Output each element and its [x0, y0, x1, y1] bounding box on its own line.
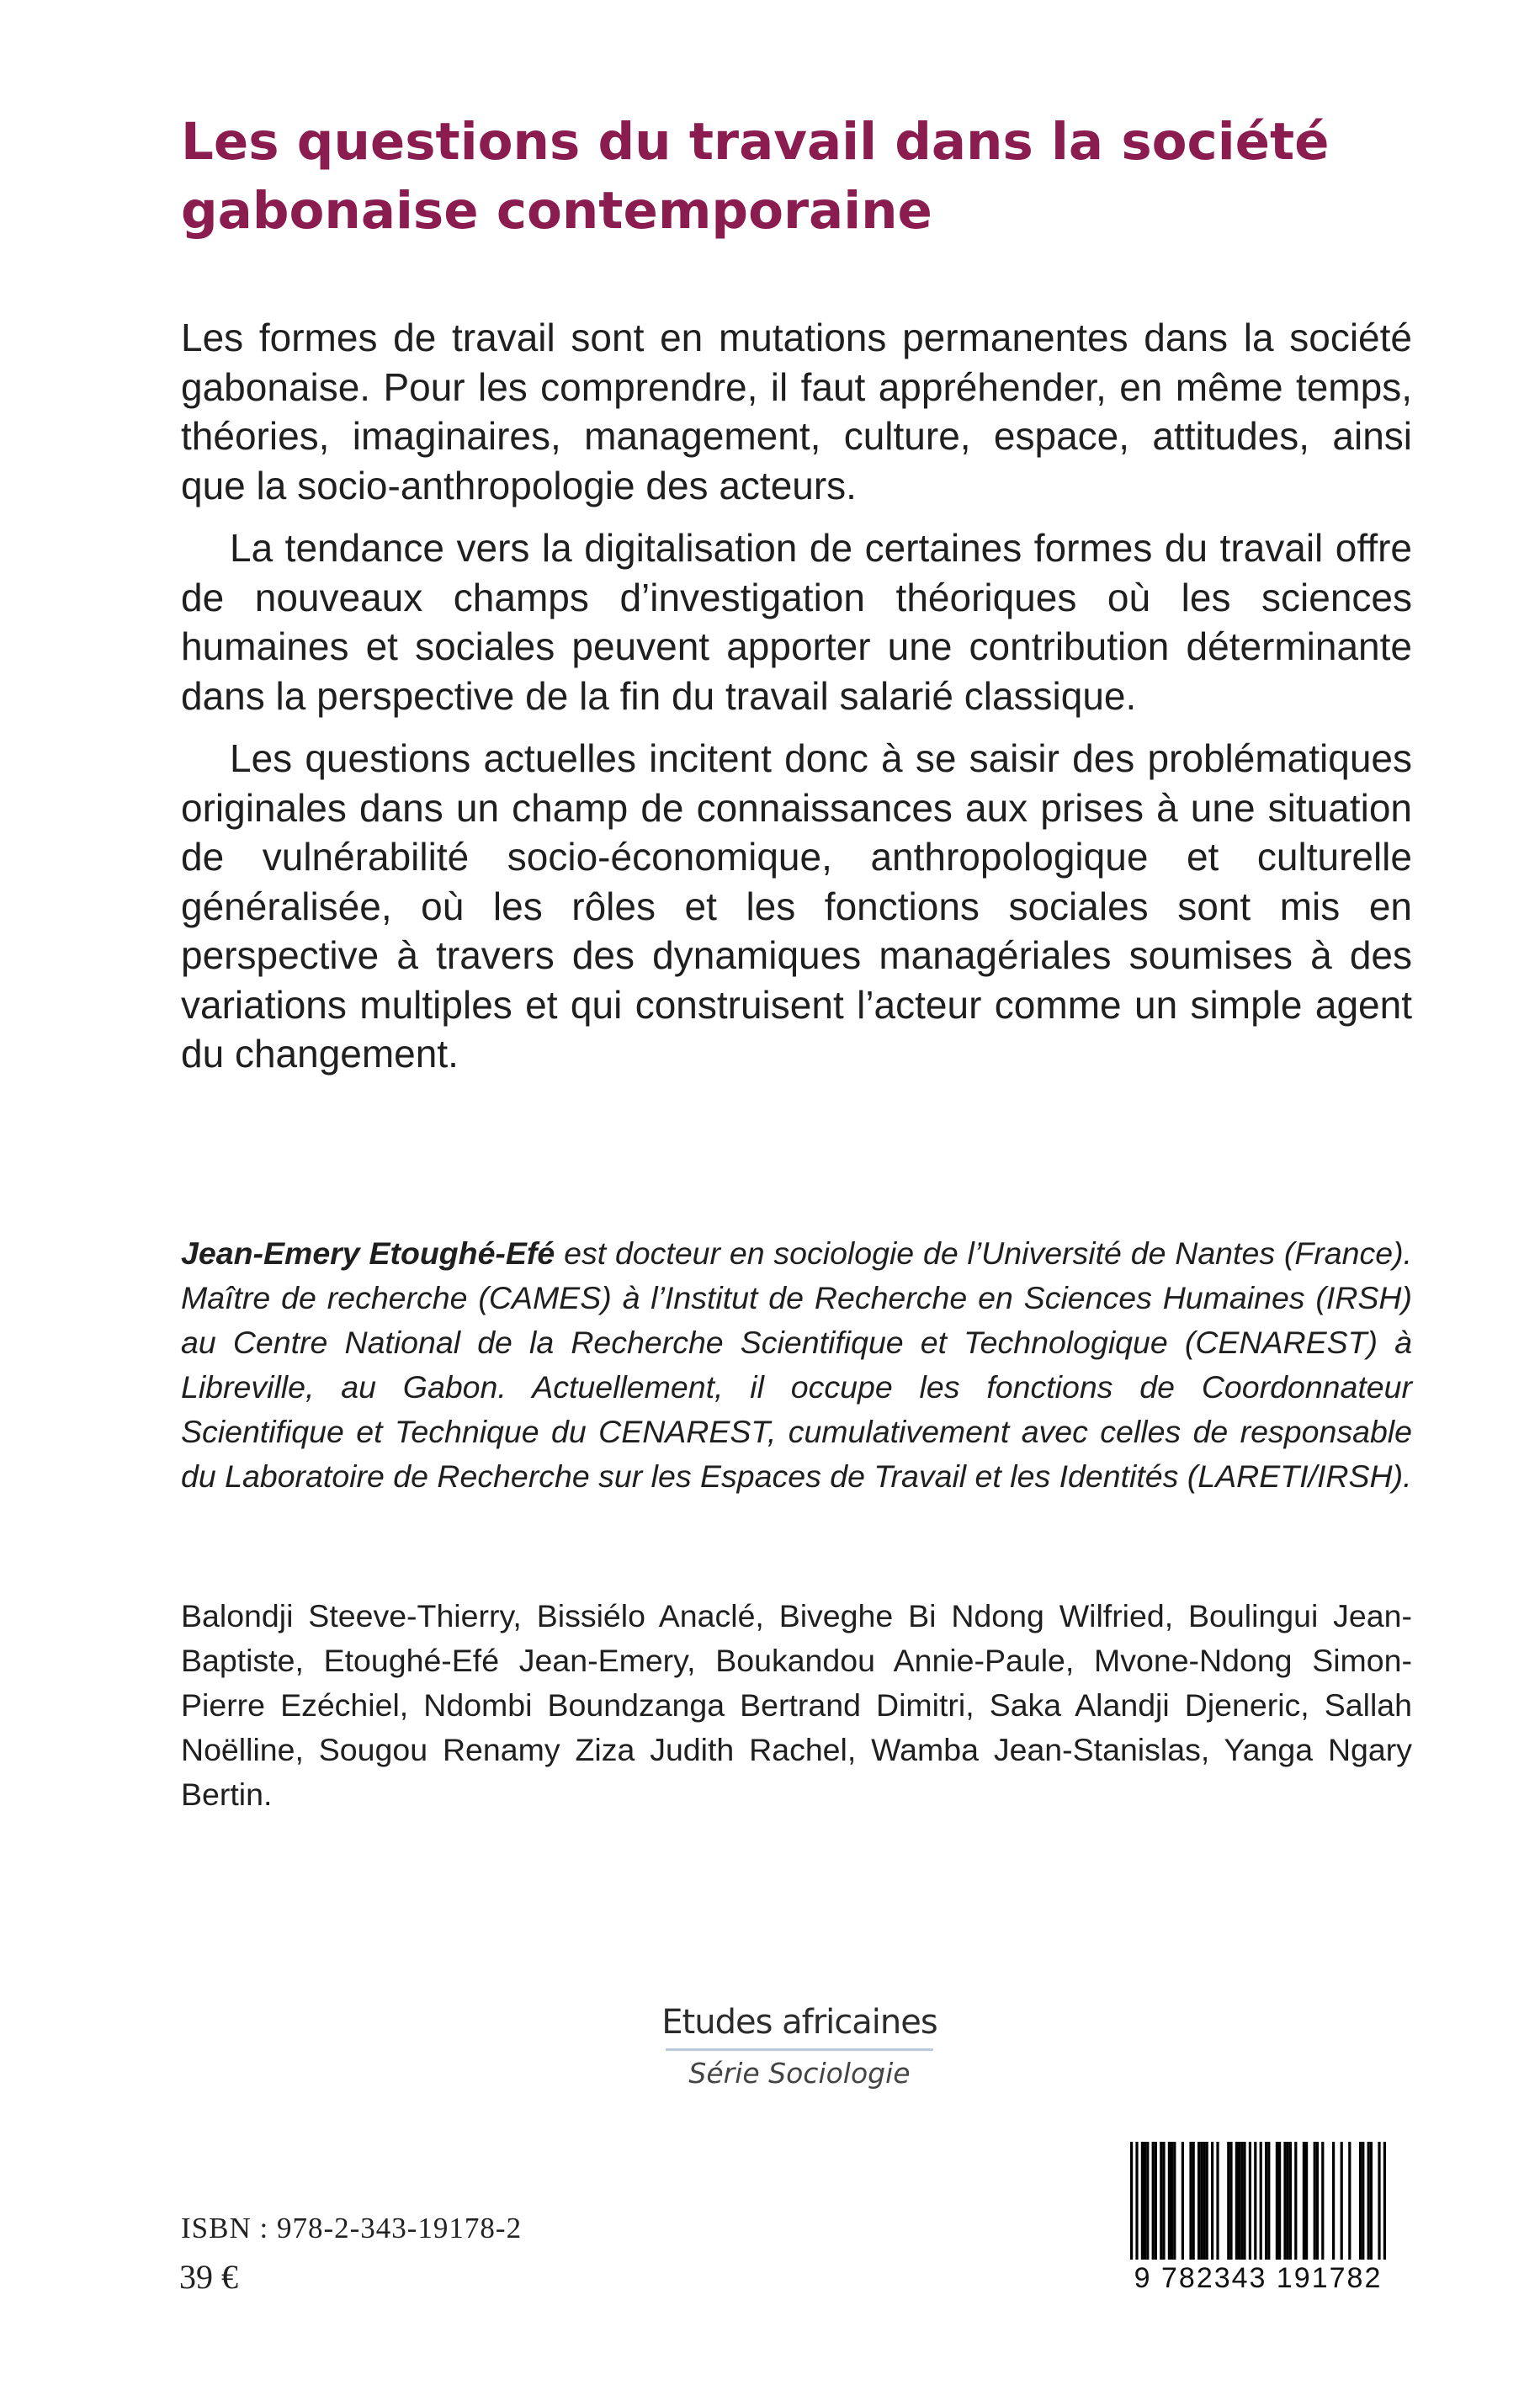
- barcode-bar: [1160, 2142, 1162, 2260]
- barcode-bar: [1243, 2142, 1245, 2260]
- title-line-1: Les questions du travail dans la société: [181, 112, 1330, 172]
- barcode-bar: [1152, 2142, 1155, 2260]
- series-logo: [656, 2001, 943, 2093]
- summary-paragraph: La tendance vers la digitalisation de certaines formes du travail offre de nouveaux champs d’investigation théoriques où les sciences humaines et sociales peuvent apporter une contribution déterminante dans la perspective de la fin du travail salarié classique.: [181, 526, 1412, 718]
- series-divider: [666, 2048, 933, 2051]
- barcode-bar: [1321, 2142, 1324, 2260]
- barcode-bar: [1383, 2142, 1386, 2260]
- contributors-list: Balondji Steeve-Thierry, Bissiélo Anaclé, Biveghe Bi Ndong Wilfried, Boulingui Jean-Baptiste, Etoughé-Efé Jean-Emery, Boukandou Annie-Paule, Mvone-Ndong Simon-Pierre Ezéchiel, Ndombi Boundzanga Bertrand Dimitri, Saka Alandji Djeneric, Sallah Noëlline, Sougou Renamy Ziza Judith Rachel, Wamba Jean-Stanislas, Yanga Ngary Bertin.: [181, 1598, 1412, 1812]
- barcode-bar: [1249, 2142, 1251, 2260]
- corner-mark: [1525, 2366, 1540, 2385]
- barcode-bar: [1182, 2142, 1184, 2260]
- barcode-bar: [1240, 2142, 1243, 2260]
- barcode-bar: [1203, 2142, 1205, 2260]
- barcode-bar: [1341, 2142, 1343, 2260]
- barcode-bar: [1278, 2142, 1281, 2260]
- barcode-bar: [1267, 2142, 1270, 2260]
- barcode-bar: [1359, 2142, 1362, 2260]
- barcode-bar: [1276, 2142, 1278, 2260]
- barcode-bar: [1362, 2142, 1364, 2260]
- barcode-bar: [1189, 2142, 1192, 2260]
- barcode-bar: [1206, 2142, 1208, 2260]
- barcode-bar: [1332, 2142, 1335, 2260]
- barcode-bar: [1265, 2142, 1267, 2260]
- author-bio: [181, 1231, 1412, 1499]
- author-name: Jean-Emery Etoughé-Efé: [181, 1235, 555, 1271]
- barcode-bar: [1235, 2142, 1238, 2260]
- series-subtitle: Série Sociologie: [688, 2057, 911, 2090]
- barcode-bar: [1305, 2142, 1308, 2260]
- barcode-bar: [1238, 2142, 1240, 2260]
- summary-paragraph: Les questions actuelles incitent donc à se saisir des problématiques originales dans un champ de connaissances aux prises à une situation de vulnérabilité socio-économique, anthropologique et culturelle généralisée, où les rôles et les fonctions sociales sont mis en perspective à travers des dynamiques managériales soumises à des variations multiples et qui construisent l’acteur comme un simple agent du changement.: [181, 736, 1412, 1076]
- barcode-bar: [1348, 2142, 1351, 2260]
- barcode-digits: 9 782343 191782: [1134, 2262, 1383, 2294]
- barcode-bar: [1367, 2142, 1370, 2260]
- series-name: Etudes africaines: [661, 2003, 937, 2042]
- barcode-bar: [1378, 2142, 1380, 2260]
- barcode-bar: [1173, 2142, 1176, 2260]
- barcode-bar: [1254, 2142, 1256, 2260]
- book-title: [181, 108, 1410, 246]
- barcode-bar: [1162, 2142, 1165, 2260]
- barcode-bar: [1171, 2142, 1173, 2260]
- barcode-bar: [1200, 2142, 1203, 2260]
- author-bio-text: est docteur en sociologie de l’Université de Nantes (France). Maître de recherche (CAMES) à l’Institut de Recherche en Sciences Humaines (IRSH) au Centre National de la Recherche Scientifique et Technologique (CENAREST) à Libreville, au Gabon. Actuellement, il occupe les fonctions de Coordonnateur Scientifique et Technique du CENAREST, cumulativement avec celles de responsable du Laboratoire de Recherche sur les Espaces de Travail et les Identités (LARETI/IRSH).: [181, 1235, 1412, 1494]
- barcode-bar: [1135, 2142, 1138, 2260]
- barcode-bar: [1229, 2142, 1232, 2260]
- barcode-bar: [1141, 2142, 1144, 2260]
- barcode-bar: [1227, 2142, 1229, 2260]
- barcode-bar: [1216, 2142, 1219, 2260]
- price: 39 €: [179, 2258, 238, 2296]
- summary: [181, 313, 1412, 1092]
- barcode-bar: [1283, 2142, 1286, 2260]
- barcode-bar: [1144, 2142, 1146, 2260]
- barcode-bar: [1314, 2142, 1316, 2260]
- barcode-bar: [1316, 2142, 1319, 2260]
- summary-paragraph: Les formes de travail sont en mutations permanentes dans la société gabonaise. Pour les comprendre, il faut appréhender, en même temps, théories, imaginaires, management, culture, espace, attitudes, ainsi que la socio-anthropologie des acteurs.: [181, 316, 1412, 507]
- barcode-bar: [1370, 2142, 1373, 2260]
- barcode-bar: [1155, 2142, 1157, 2260]
- barcode-bar: [1260, 2142, 1262, 2260]
- barcode-bars: [1096, 2142, 1421, 2260]
- isbn: ISBN : 978-2-343-19178-2: [181, 2212, 523, 2244]
- title-line-2: gabonaise contemporaine: [181, 181, 932, 241]
- barcode-bar: [1303, 2142, 1305, 2260]
- barcode-bar: [1211, 2142, 1213, 2260]
- barcode-bar: [1294, 2142, 1297, 2260]
- barcode-bar: [1287, 2142, 1289, 2260]
- barcode-bar: [1192, 2142, 1195, 2260]
- barcode-bar: [1168, 2142, 1171, 2260]
- barcode-bar: [1130, 2142, 1133, 2260]
- barcode-bar: [1197, 2142, 1200, 2260]
- barcode-bar: [1146, 2142, 1149, 2260]
- barcode-bar: [1289, 2142, 1292, 2260]
